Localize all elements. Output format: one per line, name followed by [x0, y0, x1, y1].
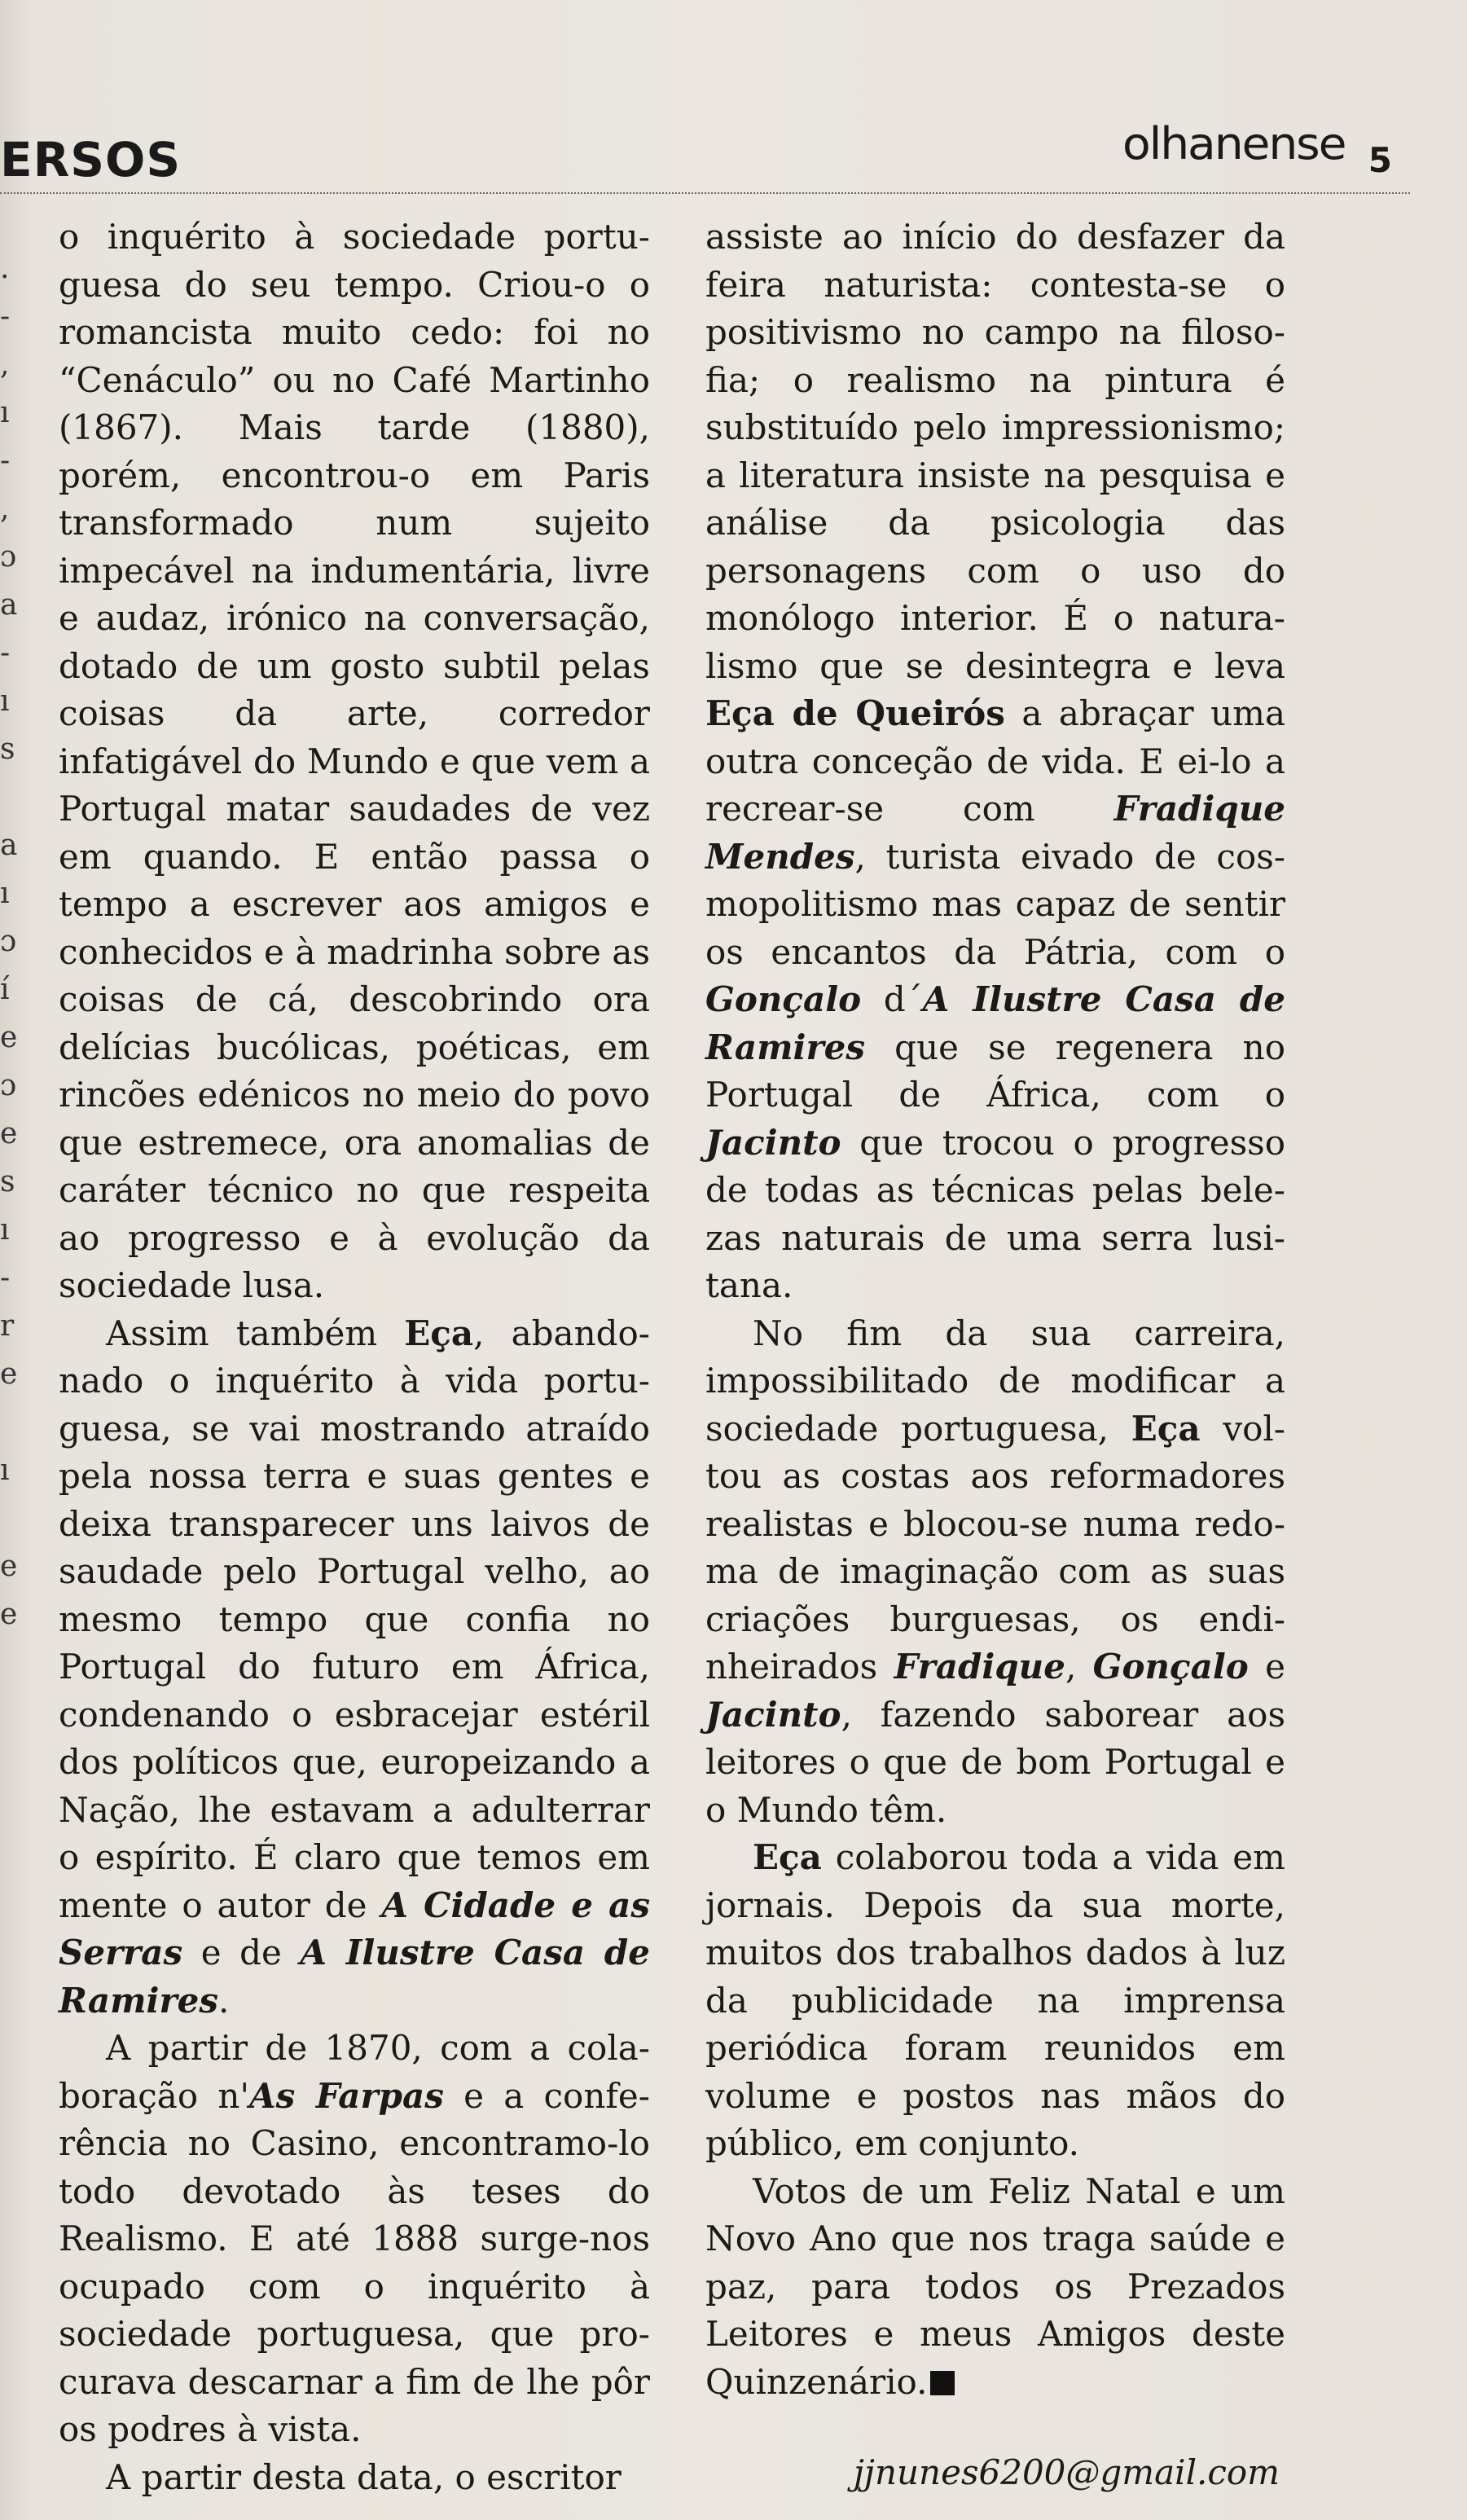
italic-title: Jacinto: [705, 1694, 841, 1735]
margin-fragment: .: [0, 252, 10, 285]
margin-fragment: ı: [0, 1213, 10, 1247]
article-column-right: [705, 213, 1285, 2406]
article-paragraph: [705, 213, 1285, 1310]
margin-fragment: -: [0, 1261, 11, 1295]
margin-fragment: -: [0, 300, 11, 333]
text-run: No fim da sua carreira, impossibilitado de modificar a sociedade portuguesa,: [705, 1313, 1285, 1449]
text-run: A partir desta data, o escritor: [106, 2456, 621, 2497]
margin-fragment: ı: [0, 1454, 10, 1487]
bold-name: Eça: [753, 1837, 822, 1877]
italic-title: Gonçalo: [705, 979, 862, 1019]
margin-fragment: s: [0, 732, 15, 766]
article-column-left: [59, 213, 650, 2501]
adjacent-column-fragments: [0, 244, 18, 1638]
end-of-article-mark: [930, 2371, 955, 2395]
text-run: Votos de um Feliz Natal e um Novo Ano que nos traga saúde e paz, para todos os Prezados Leitores e meus Amigos deste Quinzenário.: [705, 2170, 1285, 2402]
text-run: , abandonado o inquérito à vida portuguesa, se vai mostrando atraído pela nossa terra e suas gentes e deixa transparecer uns laivos de saudade pelo Portugal velho, ao mesmo tempo que confia no Portugal do futuro em África, condenando o esbracejar estéril dos políticos que, europeizando a Nação, lhe estavam a adulterrar o espírito. É claro que temos em mente o autor de: [59, 1313, 650, 1925]
text-run: ,: [1065, 1647, 1093, 1687]
margin-fragment: e: [0, 1598, 18, 1631]
header-rule: [0, 192, 1410, 194]
margin-fragment: e: [0, 1357, 18, 1391]
italic-title: A Cidade e as Serras: [59, 1885, 650, 1972]
text-run: colaborou toda a vida em jornais. Depois da sua morte, muitos dos trabalhos dados à luz da publicidade na imprensa periódica foram reunidos em volume e postos nas mãos do público, em conjunto.: [705, 1837, 1285, 2163]
article-paragraph: [59, 2454, 650, 2502]
text-run: Assim também: [106, 1313, 405, 1353]
margin-fragment: ɔ: [0, 540, 17, 574]
margin-fragment: [0, 773, 18, 821]
article-paragraph: [59, 1310, 650, 2025]
margin-fragment: -: [0, 636, 11, 670]
text-run: e a conferência no Casino, encontramo-lo todo devotado às teses do Realismo. E até 1888 surge-nos ocupado com o inquérito à sociedade portuguesa, que procurava descarnar a fim de lhe pôr os podres à vista.: [59, 2075, 650, 2449]
margin-fragment: ı: [0, 877, 10, 910]
bold-name: Eça: [404, 1313, 474, 1353]
margin-fragment: ı: [0, 396, 10, 429]
margin-fragment: ɔ: [0, 1069, 17, 1102]
italic-title: A Ilustre Casa de Ramires: [59, 1933, 650, 2021]
text-run: A partir de 1870, com a colaboração n': [59, 2028, 650, 2116]
text-run: .: [217, 1980, 230, 2021]
margin-fragment: ɔ: [0, 925, 17, 958]
article-paragraph: [705, 1310, 1285, 1835]
author-email: jjnunes6200@gmail.com: [853, 2452, 1280, 2492]
article-paragraph: [705, 2168, 1285, 2407]
bold-name: Eça: [1131, 1408, 1201, 1449]
margin-fragment: [0, 1398, 18, 1446]
margin-fragment: ,: [0, 492, 10, 526]
italic-title: As Farpas: [249, 2075, 444, 2116]
article-paragraph: [59, 213, 650, 1310]
bold-name: Eça de Queirós: [705, 693, 1005, 733]
margin-fragment: [0, 1494, 18, 1542]
margin-fragment: a: [0, 829, 18, 862]
article-paragraph: [59, 2025, 650, 2454]
text-run: e: [1248, 1647, 1285, 1687]
text-run: , fazendo saborear aos leitores o que de bom Portugal e o Mundo têm.: [705, 1694, 1285, 1830]
margin-fragment: s: [0, 1165, 15, 1198]
text-run: e de: [182, 1933, 301, 1972]
page-number: 5: [1368, 140, 1392, 180]
margin-fragment: ,: [0, 348, 10, 381]
margin-fragment: e: [0, 1021, 18, 1054]
text-run: assiste ao início do desfazer da feira naturista: contesta-se o positivismo no campo na filosofia; o realismo na pintura é substituído pelo impressionismo; a literatura insiste na pesquisa e análise da psicologia das personagens com o uso do monólogo interior. É o naturalismo que se desintegra e leva: [705, 217, 1285, 686]
text-run: voltou as costas aos reformadores realistas e blocou-se numa redoma de imaginação com as suas criações burguesas, os endinheirados: [705, 1408, 1285, 1687]
text-run: o inquérito à sociedade portuguesa do seu tempo. Criou-o o romancista muito cedo: foi no “Cenáculo” ou no Café Martinho (1867). Mais tarde (1880), porém, encontrou-o em Paris transformado num sujeito impecável na indumentária, livre e audaz, irónico na conversação, dotado de um gosto subtil pelas coisas da arte, corredor infatigável do Mundo e que vem a Portugal matar saudades de vez em quando. E então passa o tempo a escrever aos amigos e conhecidos e à madrinha sobre as coisas de cá, descobrindo ora delícias bucólicas, poéticas, em rincões edénicos no meio do povo que estremece, ora anomalias de caráter técnico no que respeita ao progresso e à evolução da sociedade lusa.: [59, 217, 650, 1305]
margin-fragment: e: [0, 1117, 18, 1150]
margin-fragment: ı: [0, 684, 10, 718]
text-run: , turista eivado de cosmopolitismo mas capaz de sentir os encantos da Pátria, com o: [705, 836, 1285, 972]
margin-fragment: í: [0, 973, 10, 1006]
text-run: a abraçar uma outra conceção de vida. E ei-lo a recrear-se com: [705, 693, 1285, 829]
text-run: d´: [861, 979, 923, 1019]
italic-title: Fradique: [894, 1647, 1065, 1687]
margin-fragment: a: [0, 588, 18, 622]
italic-title: A Ilustre Casa de Ramires: [705, 979, 1285, 1067]
text-run: que se regenera no Portugal de África, com o: [705, 1027, 1285, 1115]
italic-title: Jacinto: [705, 1122, 841, 1163]
section-title: ERSOS: [0, 132, 182, 187]
article-paragraph: [705, 1834, 1285, 2168]
italic-title: Gonçalo: [1092, 1647, 1249, 1687]
text-run: que trocou o progresso de todas as técnicas pelas belezas naturais de uma serra lusitana.: [705, 1122, 1285, 1305]
margin-fragment: r: [0, 1309, 15, 1343]
margin-fragment: e: [0, 1550, 18, 1583]
margin-fragment: -: [0, 444, 11, 477]
italic-title: Fradique Mendes: [705, 789, 1285, 877]
newspaper-masthead: olhanense: [1122, 118, 1345, 169]
